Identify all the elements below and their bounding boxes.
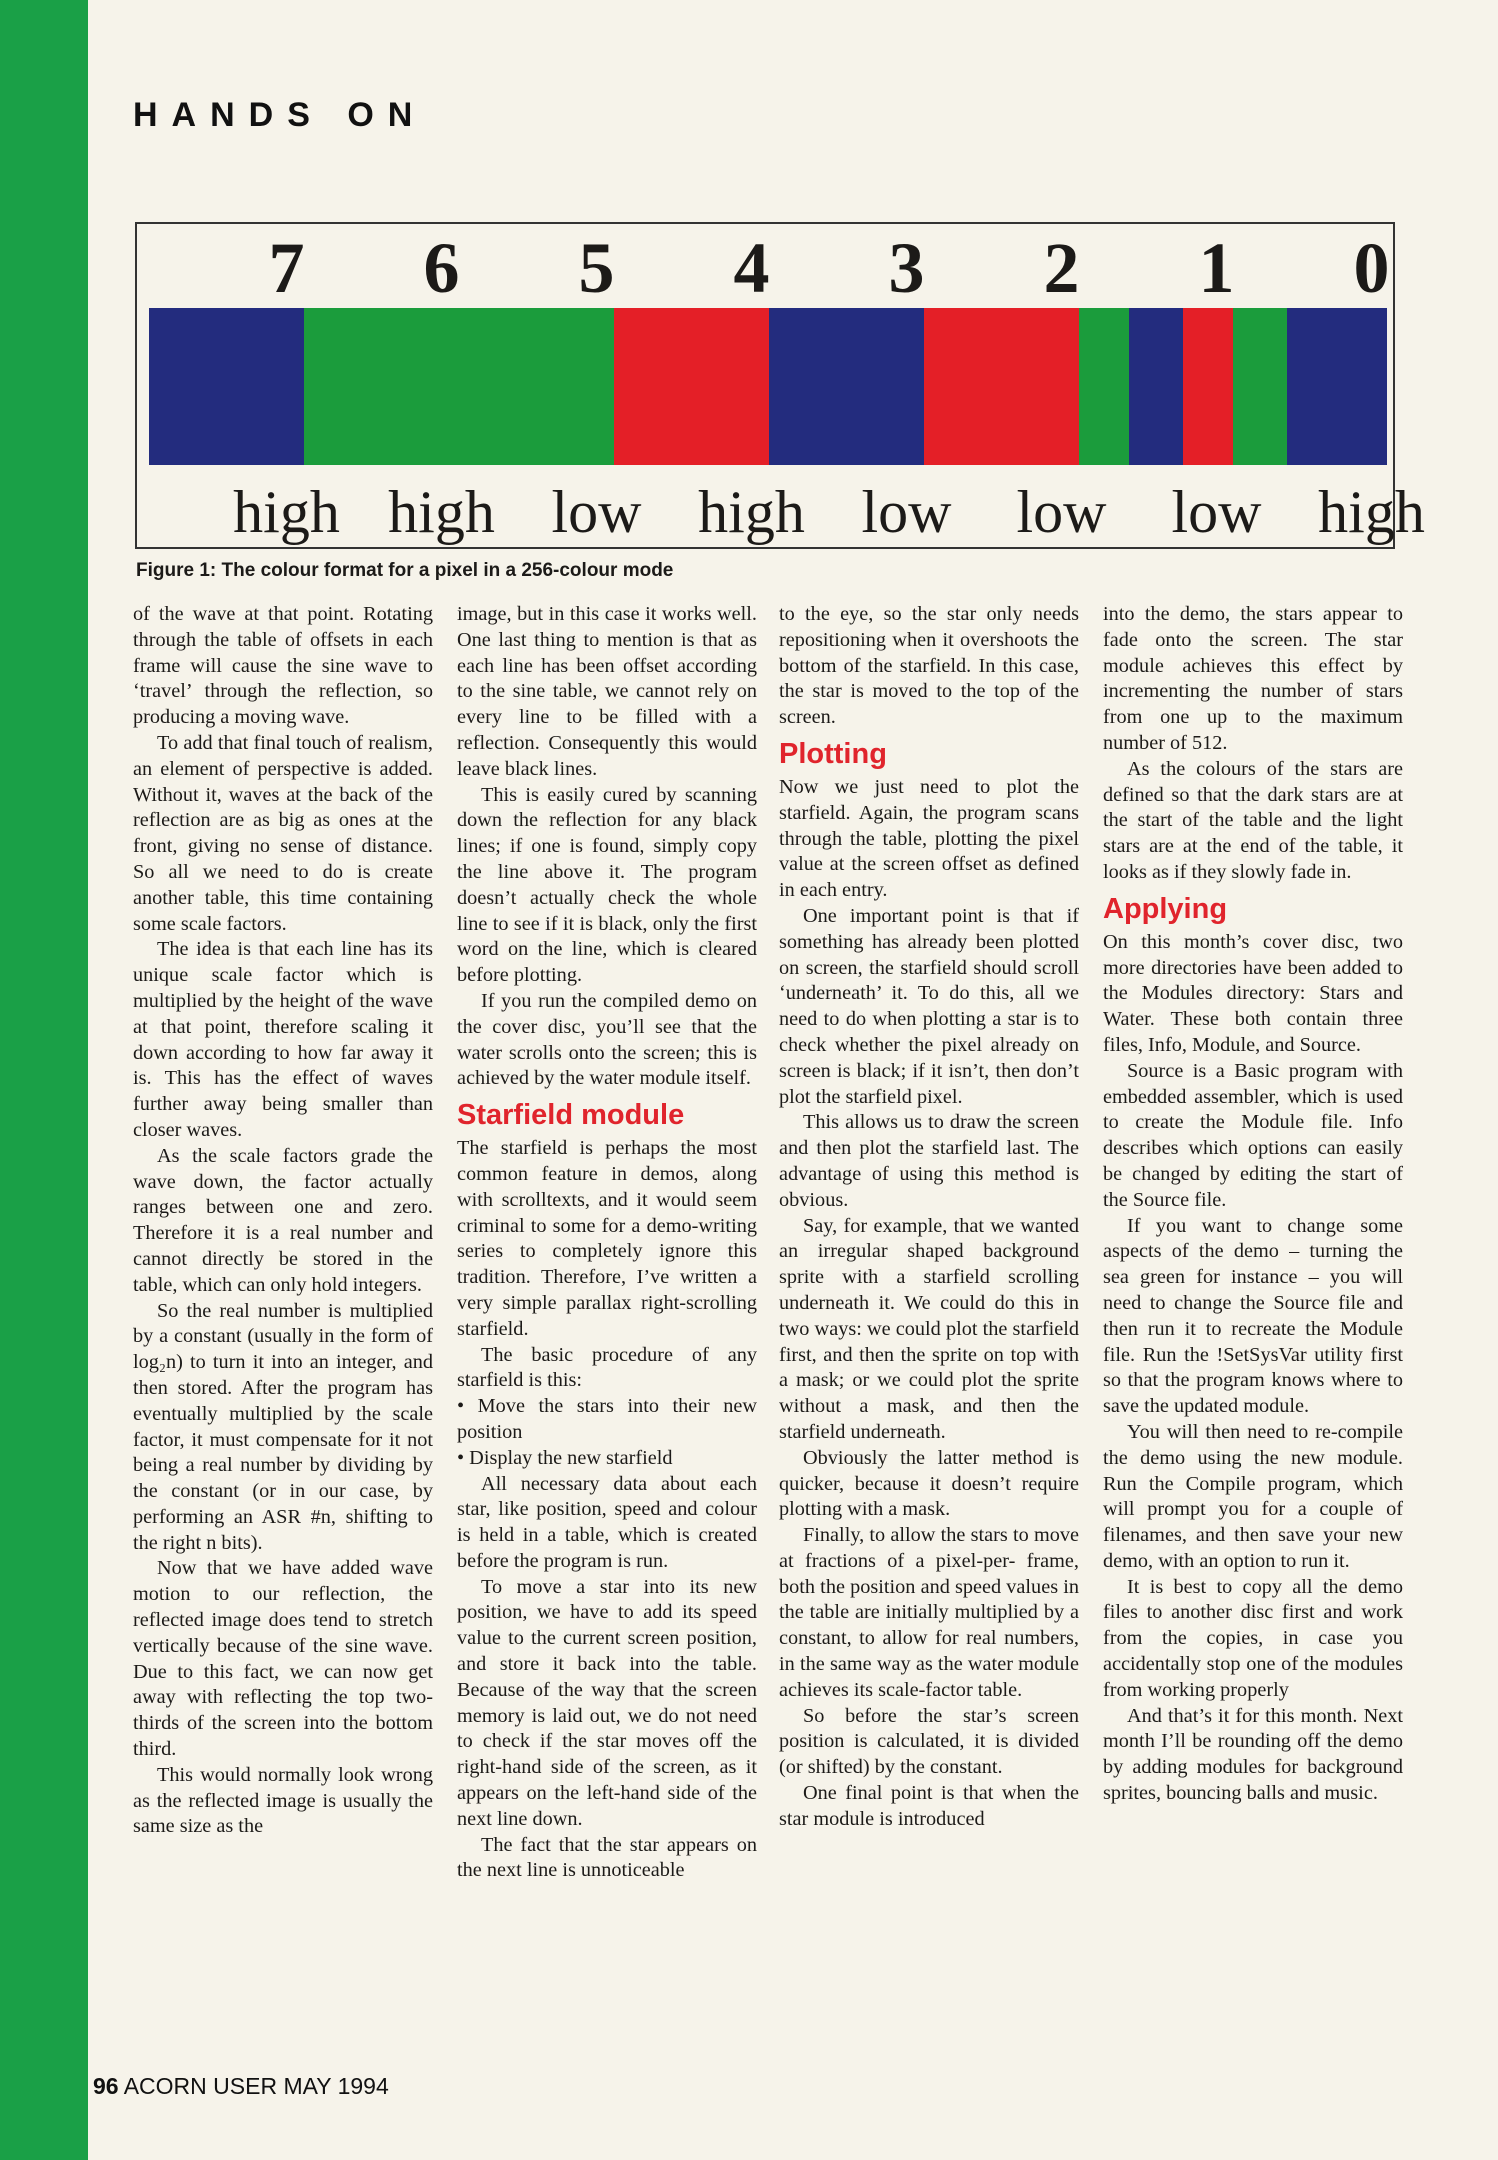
subheading: Starfield module — [457, 1099, 685, 1132]
paragraph: As the scale factors grade the wave down, the factor actually ranges between one and zero. Therefore it is a real number and cannot directly be stored in the table, which can only hold integers. — [133, 1144, 433, 1296]
bit-number: 3 — [888, 228, 925, 308]
paragraph: All necessary data about each star, like position, speed and colour is held in a table, which is created before the program is run. — [457, 1472, 757, 1572]
bit-level: low — [1016, 479, 1107, 545]
paragraph: Obviously the latter method is quicker, because it doesn’t require plotting with a mask. — [779, 1446, 1079, 1521]
paragraph: To move a star into its new position, we have to add its speed value to the current screen position, and store it back into the table. Because of the way that the screen memory is laid out, we do not need to check if the star moves off the right-hand side of the screen, as it appears on the left-hand side of the next line down. — [457, 1575, 757, 1830]
paragraph: Source is a Basic program with embedded assembler, which is used to create the Module file. Info describes which options can easily be changed by editing the start of the Source file. — [1103, 1059, 1403, 1211]
subheading: Plotting — [779, 737, 887, 770]
swatch-red — [924, 308, 1079, 465]
paragraph: So before the star’s screen position is calculated, it is divided (or shifted) by the constant. — [779, 1704, 1079, 1779]
paragraph: If you want to change some aspects of the demo – turning the sea green for instance – you will need to change the Source file and then run it to recreate the Module file. Run the !SetSysVar utility first so that the program knows where to save the updated module. — [1103, 1214, 1403, 1418]
paragraph: One important point is that if something has already been plotted on screen, the starfield should scroll ‘underneath’ it. To do this, all we need to do when plotting a star is to check whether the pixel already on screen is black; if it isn’t, then don’t plot the starfield pixel. — [779, 904, 1079, 1108]
page-footer — [93, 2073, 389, 2100]
accent-stripe — [0, 0, 88, 2160]
article-column-4 — [1103, 602, 1403, 1807]
publication-info: ACORN USER MAY 1994 — [123, 2073, 389, 2099]
swatch-red — [1183, 308, 1233, 465]
swatch-green — [304, 308, 614, 465]
paragraph: One final point is that when the star module is introduced — [779, 1782, 1079, 1830]
paragraph: So the real number is multiplied by a constant (usually in the form of log₂n) to turn it into an integer, and then stored. After the program has eventually multiplied by the scale factor, it must compensate for it not being a real number by dividing by the constant (or in our case, by performing an ASR #n, shifting to the right n bits). — [133, 1299, 433, 1554]
paragraph: into the demo, the stars appear to fade onto the screen. The star module achieves this effect by incrementing the number of stars from one up to the maximum number of 512. — [1103, 603, 1403, 754]
bit-level: low — [1171, 479, 1262, 545]
paragraph: The basic procedure of any starfield is this: — [457, 1343, 757, 1392]
article-column-1 — [133, 602, 433, 1840]
bit-level: low — [551, 479, 642, 545]
section-label: HANDS ON — [133, 96, 427, 134]
paragraph: If you run the compiled demo on the cover disc, you’ll see that the water scrolls onto the screen; this is achieved by the water module itself. — [457, 989, 757, 1090]
paragraph: Finally, to allow the stars to move at fractions of a pixel-per- frame, both the position and speed values in the table are initially multiplied by a constant, to allow for real numbers, in the same way as the water module achieves its scale-factor table. — [779, 1524, 1079, 1701]
colour-strip — [149, 308, 1387, 465]
paragraph: On this month’s cover disc, two more directories have been added to the Modules directory: Stars and Water. These both contain three files, Info, Module, and Source. — [1103, 930, 1403, 1056]
paragraph: It is best to copy all the demo files to another disc first and work from the copies, in case you accidentally stop one of the modules from working properly — [1103, 1575, 1403, 1701]
bit-level: high — [1318, 479, 1425, 545]
paragraph: of the wave at that point. Rotating through the table of offsets in each frame will cause the sine wave to ‘travel’ through the reflection, so producing a moving wave. — [133, 603, 433, 729]
bit-level: high — [698, 479, 805, 545]
swatch-blue — [149, 308, 304, 465]
bullet-item: • Display the new starfield — [457, 1446, 757, 1472]
subheading: Applying — [1103, 892, 1228, 925]
bullet-list — [457, 1394, 757, 1471]
swatch-green — [1079, 308, 1129, 465]
article-column-3 — [779, 602, 1079, 1833]
bit-number: 7 — [268, 228, 305, 308]
bullet-item: • Move the stars into their new position — [457, 1394, 757, 1446]
swatch-green — [1233, 308, 1287, 465]
paragraph: You will then need to re-compile the demo using the new module. Run the Compile program, which will prompt you for a couple of filenames, and then save your new demo, with an option to run it. — [1103, 1420, 1403, 1572]
paragraph: To add that final touch of realism, an element of perspective is added. Without it, waves at the back of the reflection are as big as ones at the front, giving no sense of distance. So all we need to do is create another table, this time containing some scale factors. — [133, 731, 433, 935]
bit-number: 2 — [1043, 228, 1080, 308]
bit-number: 6 — [423, 228, 460, 308]
paragraph: The starfield is perhaps the most common feature in demos, along with scrolltexts, and it would seem criminal to some for a demo-writing series to completely ignore this tradition. Therefore, I’ve written a very simple parallax right-scrolling starfield. — [457, 1137, 757, 1340]
paragraph: This would normally look wrong as the reflected image is usually the same size as the — [133, 1763, 433, 1838]
bit-number: 0 — [1353, 228, 1390, 308]
pixel-format-figure — [135, 222, 1425, 549]
bit-number: 1 — [1198, 228, 1235, 308]
swatch-blue — [1287, 308, 1387, 465]
paragraph: This is easily cured by scanning down the reflection for any black lines; if one is found, simply copy the line above it. The program doesn’t actually check the whole line to see if it is black, only the first word on the line, which is cleared before plotting. — [457, 783, 757, 987]
swatch-blue — [1129, 308, 1183, 465]
swatch-blue — [769, 308, 924, 465]
paragraph: Say, for example, that we wanted an irregular shaped background sprite with a starfield scrolling underneath it. We could do this in two ways: we could plot the starfield first, and then the sprite on top with a mask; or we could plot the sprite without a mask, and then the starfield underneath. — [779, 1214, 1079, 1443]
paragraph: Now that we have added wave motion to our reflection, the reflected image does tend to stretch vertically because of the sine wave. Due to this fact, we can now get away with reflecting the top two-thirds of the screen into the bottom third. — [133, 1557, 433, 1761]
bit-number-row — [137, 224, 1393, 308]
level-row — [137, 479, 1425, 545]
figure-caption: Figure 1: The colour format for a pixel in a 256-colour mode — [136, 560, 674, 581]
paragraph: And that’s it for this month. Next month I’ll be rounding off the demo by adding modules for background sprites, bouncing balls and music. — [1103, 1704, 1403, 1805]
paragraph: image, but in this case it works well. One last thing to mention is that as each line has been offset according to the sine table, we cannot rely on every line to be filled with a reflection. Consequently this would leave black lines. — [457, 603, 757, 780]
bit-level: high — [388, 479, 495, 545]
paragraph: The fact that the star appears on the next line is unnoticeable — [457, 1833, 757, 1882]
swatch-red — [614, 308, 769, 465]
paragraph: The idea is that each line has its unique scale factor which is multiplied by the height of the wave at that point, therefore scaling it down according to how far away it is. This has the effect of waves further away being smaller than closer waves. — [133, 938, 433, 1141]
paragraph: This allows us to draw the screen and then plot the starfield last. The advantage of using this method is obvious. — [779, 1111, 1079, 1211]
bit-number: 4 — [733, 228, 770, 308]
article-column-2 — [457, 602, 757, 1884]
bit-level: high — [233, 479, 340, 545]
bit-number: 5 — [578, 228, 615, 308]
bit-level: low — [861, 479, 952, 545]
paragraph: As the colours of the stars are defined so that the dark stars are at the start of the table and the light stars are at the end of the table, it looks as if they slowly fade in. — [1103, 757, 1403, 883]
paragraph: Now we just need to plot the starfield. Again, the program scans through the table, plotting the pixel value at the screen offset as defined in each entry. — [779, 775, 1079, 902]
page-number: 96 — [93, 2073, 119, 2099]
paragraph: to the eye, so the star only needs repositioning when it overshoots the bottom of the starfield. In this case, the star is moved to the top of the screen. — [779, 603, 1079, 729]
